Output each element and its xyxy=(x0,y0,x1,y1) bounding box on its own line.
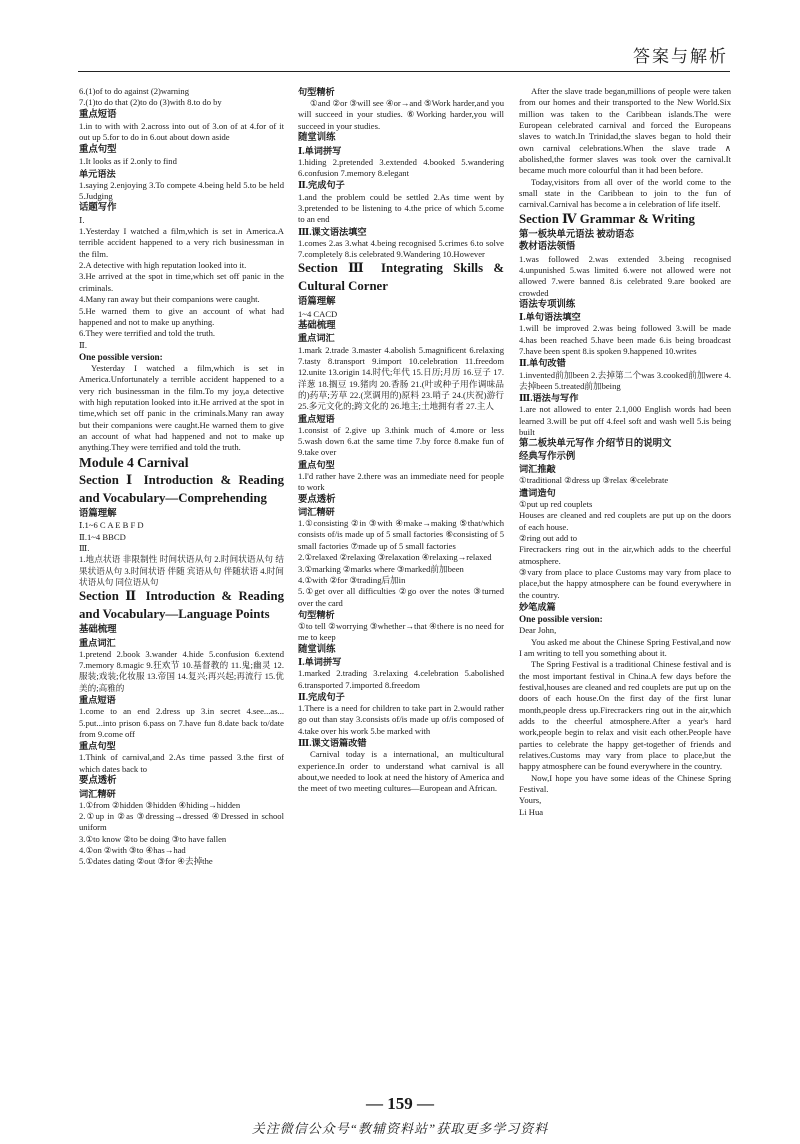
section-heading: 语篇理解 xyxy=(298,297,336,308)
page-header xyxy=(78,40,730,72)
subheading: Ⅲ.课文语篇改错 xyxy=(298,738,367,749)
answer-line: 1.are not allowed to enter 2.1,000 English words had been learned 3.will be put off 4.feel soft and wash well 5.is being built xyxy=(519,404,731,438)
answer-line: ①put up red couplets xyxy=(519,498,593,509)
subheading: 词汇精研 xyxy=(298,506,335,517)
subheading: 句型精析 xyxy=(298,87,335,97)
answer-line: 6.They were terrified and told the truth. xyxy=(79,328,216,339)
answer-line: ③vary from place to place Customs may vary from place to place,but the happy atmosphere can be found everywhere in the country. xyxy=(519,566,731,600)
answer-line: Ⅱ. xyxy=(79,339,87,350)
section-heading: 随堂训练 xyxy=(298,133,336,144)
module-title: Module 4 Carnival xyxy=(79,454,189,470)
answer-line: 1.地点状语 非限制性 时间状语从句 2.时间状语从句 结果状语从句 3.时间状语 伴随 宾语从句 伴随状语 4.时间状语从句 同位语从句 xyxy=(79,554,284,588)
subheading: 重点短语 xyxy=(79,695,116,706)
subheading: One possible version: xyxy=(79,351,163,362)
answer-line: 1.I'd rather have 2.there was an immediate need for people to work xyxy=(298,470,504,493)
subheading: Ⅱ.完成句子 xyxy=(298,180,345,191)
answer-column-right xyxy=(519,86,731,818)
paragraph: ①and ②or ③will see ④or→and ⑤Work harder,and you will succeed in your studies. ⑥Working harder,you will succeed in your studies. xyxy=(298,98,504,131)
section-heading: 基础梳理 xyxy=(79,625,117,636)
answer-line: 1.Yesterday I watched a film,which is set in America.A terrible accident happened to a very rich businessman in the film. xyxy=(79,226,284,259)
paragraph: The Spring Festival is a traditional Chinese festival and is the most important festival in China.A few days before the festival,houses are cleaned and red couplets are put up on the doors of each house.On the first day of the first lunar month,people dress up.Firecrackers ring out in the air,which adds to the cheerful atmosphere.After a year's hard work,people begin to relax and visit each other.People have parties to celebrate the happy get-together of friends and relatives.Customs may vary from place to place,but the happy atmosphere can be found everywhere in the country. xyxy=(519,659,731,772)
answer-line: 2.①relaxed ②relaxing ③relaxation ④relaxing→relaxed xyxy=(298,552,492,563)
section-heading: 随堂训练 xyxy=(298,644,336,655)
answer-line: 3.He arrived at the spot in time,which set off panic in the criminals. xyxy=(79,271,284,293)
answer-line: 1.and the problem could be settled 2.As time went by 3.pretended to be listening to 4.the price of which 5.come to an end xyxy=(298,191,504,225)
subheading: Ⅱ.单句改错 xyxy=(519,358,566,369)
answer-line: 4.①with ②for ③trading后加in xyxy=(298,574,406,585)
answer-column-left xyxy=(79,86,284,868)
page-number: — 159 — xyxy=(366,1094,434,1113)
signature-line: Yours, xyxy=(519,795,542,806)
section-heading: 第一板块单元语法 被动语态 xyxy=(519,229,634,240)
answer-line: 5.①dates dating ②out ③for ④去掉the xyxy=(79,856,213,867)
subheading: 重点句型 xyxy=(298,459,335,470)
section-heading: 语法专项训练 xyxy=(519,299,576,310)
subheading: 遣词造句 xyxy=(519,487,556,498)
answer-line: ①to tell ②worrying ③whether→that ④there is no need for me to keep xyxy=(298,621,504,643)
answer-line: 1.There is a need for children to take part in 2.would rather go out than stay 3.consists of/is made up of/is composed of 4.take over his work 5.be marked with xyxy=(298,703,504,736)
section-heading: 要点透析 xyxy=(79,776,117,787)
subheading: Ⅱ.完成句子 xyxy=(298,691,345,702)
section-heading: 第二板块单元写作 介绍节日的说明文 xyxy=(519,439,672,450)
footer-watermark: 关注微信公众号“教辅资料站”获取更多学习资料 xyxy=(251,1121,549,1136)
answer-line: 3.①to know ②to be doing ③to have fallen xyxy=(79,833,227,844)
section-heading: 经典写作示例 xyxy=(519,451,576,462)
signature-line: Li Hua xyxy=(519,806,544,817)
answer-line: 1~4 CACD xyxy=(298,308,338,319)
answer-line: ①traditional ②dress up ③relax ④celebrate xyxy=(519,475,669,486)
subheading: One possible version: xyxy=(519,614,603,625)
answer-line: 1.will be improved 2.was being followed 3.will be made 4.has been reached 5.have been made 6.is being broadcast 7.have been spent 8.is spoken 9.happened 10.writes xyxy=(519,323,731,357)
answer-line: Ⅱ.1~4 BBCD xyxy=(79,531,126,542)
answer-line: 1.pretend 2.book 3.wander 4.hide 5.confusion 6.extend 7.memory 8.magic 9.狂欢节 10.基督教的 11.鬼;幽灵 12.服装;戏装;化妆服 13.帝国 14.复兴;再兴起;再流行 15.优美的;高雅的 xyxy=(79,648,284,693)
subheading: 单元语法 xyxy=(79,168,116,179)
answer-line: Firecrackers ring out in the air,which adds to the cheerful atmosphere. xyxy=(519,544,731,566)
section-heading: 教材语法领悟 xyxy=(519,242,576,253)
subheading: Ⅰ.单句语法填空 xyxy=(519,312,581,323)
subheading: 词汇推敲 xyxy=(519,464,556,475)
subheading: 词汇精研 xyxy=(79,788,116,799)
section-heading: 重点短语 xyxy=(79,109,117,120)
section-heading: 语篇理解 xyxy=(79,508,117,519)
answer-line: 7.(1)to do that (2)to do (3)with 8.to do by xyxy=(79,97,222,108)
paragraph: After the slave trade began,millions of people were taken from our homes and their transported to the New World.Six million was taken to the Caribbean islands.The were European celebrated carnival and forced the Europeans slaves to watch.In Trinidad,the slaves began to hold their own carnival celebrations.When the slave trade ∧ abolished,the former slaves was took over the carnival.It became much more colourful than it had been before. xyxy=(519,86,731,176)
answer-line: 6.(1)of to do against (2)warning xyxy=(79,86,190,96)
answer-line: 4.①on ②with ③to ④has→had xyxy=(79,845,186,856)
answer-line: Dear John, xyxy=(519,625,557,636)
answer-line: 1.saying 2.enjoying 3.To compete 4.being held 5.to be held 5.Judging xyxy=(79,179,284,202)
answer-line: 3.①marking ②marks where ③marked前加been xyxy=(298,563,464,574)
subheading: Ⅰ.单词拼写 xyxy=(298,145,342,156)
answer-line: 4.Many ran away but their companions were caught. xyxy=(79,294,260,305)
section-heading: 话题写作 xyxy=(79,203,117,214)
section-heading: 重点句型 xyxy=(79,144,117,155)
answer-line: 1.hiding 2.pretended 3.extended 4.booked 5.wandering 6.confusion 7.memory 8.elegant xyxy=(298,156,504,179)
subheading: 句型精析 xyxy=(298,609,335,620)
answer-line: 1.It looks as if 2.only to find xyxy=(79,156,177,167)
answer-line: 1.marked 2.trading 3.relaxing 4.celebration 5.abolished 6.transported 7.imported 8.freedom xyxy=(298,668,504,690)
subheading: 重点词汇 xyxy=(79,637,116,648)
header-title: 答案与解析 xyxy=(633,47,728,66)
section-title: Section Ⅲ Integrating Skills & Cultural Corner xyxy=(298,261,504,294)
answer-column-middle xyxy=(298,86,504,795)
answer-line: 5.He warned them to give an account of what had happened and not to make up anything. xyxy=(79,305,284,327)
section-title: Section Ⅳ Grammar & Writing xyxy=(519,211,695,226)
subheading: 妙笔成篇 xyxy=(519,601,556,612)
paragraph: Carnival today is a international, an multicultural experience.In order to understand what carnival is all about,we needed to look at need the history of America and the meet of two meeting cultures—European and African. xyxy=(298,749,504,794)
subheading: Ⅰ.单词拼写 xyxy=(298,657,342,668)
paragraph: You asked me about the Chinese Spring Festival,and now I am writing to tell you something about it. xyxy=(519,636,731,658)
section-title: Section Ⅱ Introduction & Reading and Vocabulary—Language Points xyxy=(79,589,284,622)
answer-line: 1.①consisting ②in ③with ④make→making ⑤that/which consists of/is made up of 5 small factories ⑥consisting of 5 small factories ⑦made up of 5 small factories xyxy=(298,518,504,551)
subheading: 重点词汇 xyxy=(298,333,335,344)
answer-line: 1.consist of 2.give up 3.think much of 4.more or less 5.wash down 6.at the same time 7.by force 8.make fun of 9.take over xyxy=(298,424,504,458)
answer-line: 1.①from ②hidden ③hidden ④hiding→hidden xyxy=(79,799,241,810)
answer-line: ②ring out add to xyxy=(519,532,578,543)
answer-line: 2.A detective with high reputation looked into it. xyxy=(79,260,247,271)
answer-line: 1.invented前加been 2.去掉第二个was 3.cooked前加were 4.去掉been 5.treated前加being xyxy=(519,369,731,391)
answer-line: Ⅲ. xyxy=(79,543,90,554)
subheading: Ⅲ.课文语法填空 xyxy=(298,226,367,237)
answer-line: 1.come to an end 2.dress up 3.in secret 4.see...as... 5.put...into prison 6.pass on 7.have fun 8.date back to/date from 9.come off xyxy=(79,706,284,739)
answer-line: 5.①get over all difficulties ②go over the notes ③turned over the card xyxy=(298,586,504,608)
answer-line: 2.①up in ②as ③dressing→dressed ④Dressed in school uniform xyxy=(79,811,284,833)
paragraph: Yesterday I watched a film,which is set in America.Unfortunately a terrible accident happened to a very rich businessman in the film.To my joy,a detective with high reputation looked into it.He arrived at the spot in time,which set off panic in the criminals.Many ran away but their companions were caught.He warned them to give an account of what had happened and not to make up anything.They were terrified and told the truth. xyxy=(79,363,284,453)
answer-line: 1.mark 2.trade 3.master 4.abolish 5.magnificent 6.relaxing 7.tasty 8.transport 9.import 10.celebration 11.freedom 12.unite 13.origin 14.时代;年代 15.日历;月历 16.豆子 17.洋葱 18.搁豆 19.猪肉 20.香肠 21.(叶或种子用作调味品的)药草;芳草 22.(烹调用的)原料 23.哨子 24.(庆祝)游行 25.多元文化的;跨文化的 26.地主;土地拥有者 27.主人 xyxy=(298,344,504,412)
section-heading: 要点透析 xyxy=(298,494,336,505)
answer-line: Ⅰ. xyxy=(79,214,85,225)
answer-line: 1.Think of carnival,and 2.As time passed 3.the first of which dates back to xyxy=(79,752,284,774)
paragraph: Today,visitors from all over of the world come to the small state in the Caribbean to join to the fun of carnival.Carnival has become a in celebration of life itself. xyxy=(519,176,731,210)
section-heading: 基础梳理 xyxy=(298,320,336,331)
paragraph: Now,I hope you have some ideas of the Chinese Spring Festival. xyxy=(519,772,731,795)
subheading: Ⅲ.语法与写作 xyxy=(519,393,579,404)
subheading: 重点句型 xyxy=(79,741,116,752)
answer-line: Houses are cleaned and red couplets are put up on the doors of each house. xyxy=(519,510,731,532)
subheading: 重点短语 xyxy=(298,413,335,424)
section-title: Section Ⅰ Introduction & Reading and Vocabulary—Comprehending xyxy=(79,473,284,506)
answer-line: Ⅰ.1~6 C A E B F D xyxy=(79,520,144,531)
answer-line: 1.comes 2.as 3.what 4.being recognised 5.crimes 6.to solve 7.completely 8.is celebrated 9.Wandering 10.However xyxy=(298,237,504,260)
answer-line: 1.was followed 2.was extended 3.being recognised 4.unpunished 5.was limited 6.were not allowed were not allowed 7.were banned 8.is celebrated 9.are booked are crowded xyxy=(519,253,731,298)
answer-line: 1.in to with with 2.across into out of 3.on of at 4.for of it out up 5.for to do in 6.out about down aside xyxy=(79,121,284,143)
